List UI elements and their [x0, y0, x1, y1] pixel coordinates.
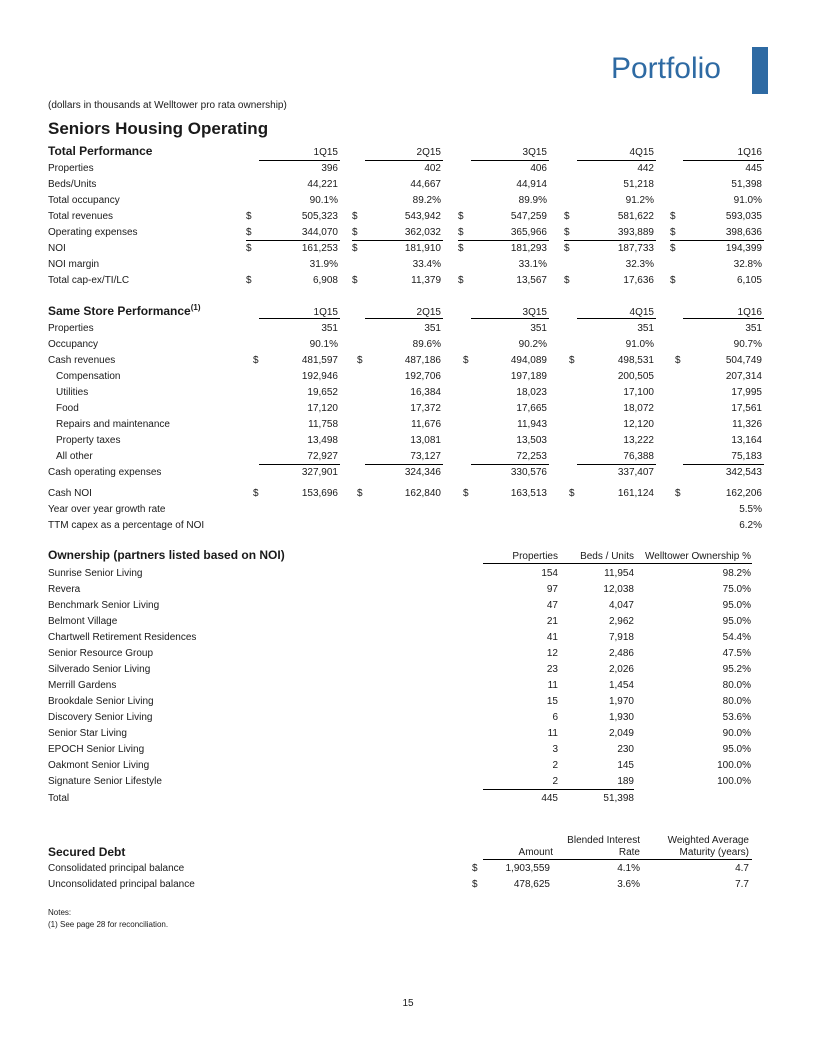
table-cell: 6.2% [739, 520, 762, 531]
total-rule [483, 789, 634, 790]
table-cell: 21 [546, 616, 558, 627]
period-header: 2Q15 [416, 307, 441, 318]
header-rule [259, 318, 340, 319]
partner-name: Oakmont Senior Living [48, 760, 150, 771]
currency-symbol: $ [569, 488, 575, 499]
header-rule [365, 318, 443, 319]
table-cell: 153,696 [301, 488, 338, 499]
table-cell: 6,908 [312, 275, 338, 286]
table-cell: 2 [552, 776, 558, 787]
row-label: Consolidated principal balance [48, 863, 185, 874]
table-cell: 91.2% [625, 195, 654, 206]
row-label: Property taxes [56, 435, 121, 446]
table-cell: 478,625 [513, 879, 550, 890]
table-cell: 504,749 [725, 355, 762, 366]
currency-symbol: $ [352, 243, 358, 254]
table-cell: 351 [530, 323, 547, 334]
table-cell: 17,372 [410, 403, 441, 414]
period-header: 2Q15 [416, 147, 441, 158]
table-cell: 17,995 [731, 387, 762, 398]
currency-symbol: $ [472, 863, 478, 874]
table-cell: 396 [321, 163, 338, 174]
currency-symbol: $ [569, 355, 575, 366]
table-cell: 90.0% [722, 728, 751, 739]
table-cell: 162,206 [725, 488, 762, 499]
table-cell: 4.1% [617, 863, 640, 874]
table-cell: 445 [541, 793, 558, 804]
row-label: Cash revenues [48, 355, 116, 366]
currency-symbol: $ [357, 488, 363, 499]
header-rule [683, 160, 764, 161]
partner-name: Revera [48, 584, 81, 595]
table-cell: 4,047 [608, 600, 634, 611]
table-cell: 44,667 [410, 179, 441, 190]
row-label: Beds/Units [48, 179, 97, 190]
column-header: Properties [512, 551, 558, 562]
table-cell: 7,918 [608, 632, 634, 643]
table-cell: 31.9% [309, 259, 338, 270]
table-cell: 89.6% [412, 339, 441, 350]
table-cell: 2,486 [608, 648, 634, 659]
same-store-title-text: Same Store Performance [48, 304, 191, 318]
header-rule [483, 563, 752, 564]
table-cell: 11,954 [604, 568, 634, 579]
row-label: Year over year growth rate [48, 504, 166, 515]
table-cell: 547,259 [510, 211, 547, 222]
currency-symbol: $ [564, 243, 570, 254]
table-cell: 230 [617, 744, 634, 755]
table-cell: 17,120 [307, 403, 338, 414]
table-cell: 47.5% [722, 648, 751, 659]
header-rule [259, 160, 340, 161]
table-cell: 51,218 [623, 179, 654, 190]
table-cell: 207,314 [725, 371, 762, 382]
partner-name: Discovery Senior Living [48, 712, 153, 723]
table-cell: 192,946 [301, 371, 338, 382]
table-cell: 161,124 [617, 488, 654, 499]
row-label: Total occupancy [48, 195, 120, 206]
currency-symbol: $ [463, 355, 469, 366]
currency-symbol: $ [246, 243, 252, 254]
table-cell: 543,942 [404, 211, 441, 222]
table-cell: 330,576 [510, 467, 547, 478]
table-cell: 11,676 [411, 419, 441, 430]
table-cell: 487,186 [404, 355, 441, 366]
currency-symbol: $ [253, 488, 259, 499]
table-cell: 200,505 [617, 371, 654, 382]
table-cell: 18,023 [516, 387, 547, 398]
notes-title: Notes: [48, 908, 72, 917]
table-cell: 13,503 [516, 435, 547, 446]
table-cell: 406 [530, 163, 547, 174]
table-cell: 351 [424, 323, 441, 334]
subtotal-rule [352, 240, 443, 241]
partner-name: Brookdale Senior Living [48, 696, 154, 707]
table-cell: 12,120 [623, 419, 654, 430]
currency-symbol: $ [246, 275, 252, 286]
partner-name: Chartwell Retirement Residences [48, 632, 197, 643]
page-title: Portfolio [610, 52, 721, 85]
table-cell: 13,222 [623, 435, 654, 446]
table-cell: 72,927 [307, 451, 338, 462]
table-cell: 11,326 [732, 419, 762, 430]
table-cell: 11,943 [517, 419, 547, 430]
currency-symbol: $ [564, 275, 570, 286]
table-cell: 4.7 [735, 863, 749, 874]
table-cell: 481,597 [301, 355, 338, 366]
table-cell: 80.0% [722, 696, 751, 707]
table-cell: 89.9% [518, 195, 547, 206]
table-cell: 75,183 [731, 451, 762, 462]
header-rule [683, 318, 764, 319]
partner-name: Signature Senior Lifestyle [48, 776, 162, 787]
table-cell: 44,914 [516, 179, 547, 190]
page-subtitle: (dollars in thousands at Welltower pro rata ownership) [48, 100, 287, 111]
table-cell: 13,081 [410, 435, 441, 446]
table-cell: 344,070 [301, 227, 338, 238]
partner-name: EPOCH Senior Living [48, 744, 145, 755]
table-cell: 1,454 [608, 680, 634, 691]
period-header: 1Q16 [737, 147, 762, 158]
table-cell: 181,293 [510, 243, 547, 254]
column-header: Rate [618, 847, 640, 858]
row-label: Occupancy [48, 339, 99, 350]
subtotal-rule [577, 464, 656, 465]
column-header: Welltower Ownership % [645, 551, 751, 562]
table-cell: 15 [546, 696, 558, 707]
table-cell: 19,652 [307, 387, 338, 398]
row-label: Operating expenses [48, 227, 138, 238]
currency-symbol: $ [472, 879, 478, 890]
page-number: 15 [402, 998, 414, 1009]
currency-symbol: $ [253, 355, 259, 366]
table-cell: 90.7% [733, 339, 762, 350]
table-cell: 398,636 [725, 227, 762, 238]
table-cell: 18,072 [623, 403, 654, 414]
currency-symbol: $ [670, 227, 676, 238]
table-cell: 90.1% [309, 339, 338, 350]
subtotal-rule [670, 240, 764, 241]
table-cell: 1,903,559 [505, 863, 550, 874]
table-cell: 161,253 [301, 243, 338, 254]
same-store-title [48, 303, 201, 318]
table-cell: 505,323 [301, 211, 338, 222]
table-cell: 44,221 [307, 179, 338, 190]
period-header: 1Q15 [313, 147, 338, 158]
table-cell: 498,531 [617, 355, 654, 366]
currency-symbol: $ [675, 488, 681, 499]
subtotal-rule [683, 464, 764, 465]
secured-debt-title: Secured Debt [48, 845, 126, 859]
currency-symbol: $ [564, 211, 570, 222]
table-cell: 95.0% [722, 616, 751, 627]
partner-name: Senior Star Living [48, 728, 127, 739]
table-cell: 54.4% [722, 632, 751, 643]
same-store-footnote-ref: (1) [190, 303, 201, 312]
table-cell: 13,498 [307, 435, 338, 446]
ownership-title: Ownership (partners listed based on NOI) [48, 548, 285, 562]
period-header: 3Q15 [522, 307, 547, 318]
table-cell: 33.4% [412, 259, 441, 270]
subtotal-rule [246, 240, 340, 241]
table-cell: 95.0% [722, 600, 751, 611]
subtotal-rule [259, 464, 340, 465]
column-header: Blended Interest [567, 835, 640, 846]
table-cell: 23 [546, 664, 558, 675]
table-cell: 2,026 [608, 664, 634, 675]
table-cell: 51,398 [731, 179, 762, 190]
column-header: Beds / Units [580, 551, 634, 562]
table-cell: 97 [546, 584, 558, 595]
table-cell: 89.2% [412, 195, 441, 206]
subtotal-rule [365, 464, 443, 465]
header-rule [471, 318, 549, 319]
table-cell: 17,561 [731, 403, 762, 414]
table-cell: 13,567 [516, 275, 547, 286]
table-cell: 362,032 [404, 227, 441, 238]
table-cell: 75.0% [722, 584, 751, 595]
row-label: TTM capex as a percentage of NOI [48, 520, 205, 531]
partner-name: Sunrise Senior Living [48, 568, 143, 579]
column-header: Maturity (years) [679, 847, 749, 858]
table-cell: 11 [547, 680, 558, 691]
table-cell: 2,962 [608, 616, 634, 627]
table-cell: 91.0% [733, 195, 762, 206]
table-cell: 351 [637, 323, 654, 334]
row-label: Cash NOI [48, 488, 92, 499]
table-cell: 100.0% [717, 776, 751, 787]
table-cell: 342,543 [725, 467, 762, 478]
subtotal-rule [564, 240, 656, 241]
row-label: NOI [48, 243, 66, 254]
period-header: 1Q16 [737, 307, 762, 318]
currency-symbol: $ [458, 211, 464, 222]
table-cell: 17,100 [623, 387, 654, 398]
total-performance-title: Total Performance [48, 144, 153, 158]
table-cell: 76,388 [623, 451, 654, 462]
table-cell: 7.7 [735, 879, 749, 890]
currency-symbol: $ [458, 243, 464, 254]
row-label: Total revenues [48, 211, 114, 222]
period-header: 3Q15 [522, 147, 547, 158]
table-cell: 154 [541, 568, 558, 579]
period-header: 4Q15 [629, 147, 654, 158]
table-cell: 80.0% [722, 680, 751, 691]
partner-name: Merrill Gardens [48, 680, 117, 691]
partner-name: Senior Resource Group [48, 648, 154, 659]
table-cell: 162,840 [404, 488, 441, 499]
table-cell: 33.1% [518, 259, 547, 270]
currency-symbol: $ [670, 211, 676, 222]
table-cell: 194,399 [725, 243, 762, 254]
currency-symbol: $ [246, 227, 252, 238]
note-item: (1) See page 28 for reconciliation. [48, 920, 169, 929]
table-cell: 53.6% [722, 712, 751, 723]
table-cell: 11,758 [308, 419, 338, 430]
column-header: Amount [518, 847, 553, 858]
table-cell: 327,901 [301, 467, 338, 478]
table-cell: 13,164 [731, 435, 762, 446]
table-cell: 581,622 [617, 211, 654, 222]
table-cell: 12 [546, 648, 558, 659]
subtotal-rule [471, 464, 549, 465]
row-label: NOI margin [48, 259, 100, 270]
period-header: 4Q15 [629, 307, 654, 318]
header-rule [471, 160, 549, 161]
table-cell: 402 [424, 163, 441, 174]
header-rule [483, 859, 752, 860]
header-rule [577, 160, 656, 161]
table-cell: 145 [617, 760, 634, 771]
table-cell: 95.2% [722, 664, 751, 675]
table-cell: 393,889 [617, 227, 654, 238]
table-cell: 72,253 [516, 451, 547, 462]
partner-name: Benchmark Senior Living [48, 600, 160, 611]
table-cell: 445 [745, 163, 762, 174]
table-cell: 6,105 [736, 275, 762, 286]
currency-symbol: $ [357, 355, 363, 366]
total-label: Total [48, 793, 70, 804]
table-cell: 47 [546, 600, 558, 611]
subtotal-rule [458, 240, 549, 241]
table-cell: 189 [617, 776, 634, 787]
row-label: Properties [48, 163, 94, 174]
currency-symbol: $ [675, 355, 681, 366]
table-cell: 12,038 [603, 584, 634, 595]
row-label: Unconsolidated principal balance [48, 879, 195, 890]
table-cell: 73,127 [410, 451, 441, 462]
table-cell: 494,089 [510, 355, 547, 366]
table-cell: 351 [745, 323, 762, 334]
table-cell: 187,733 [617, 243, 654, 254]
row-label: Repairs and maintenance [56, 419, 170, 430]
table-cell: 337,407 [617, 467, 654, 478]
header-rule [577, 318, 656, 319]
row-label: Cash operating expenses [48, 467, 162, 478]
table-cell: 6 [552, 712, 558, 723]
row-label: Properties [48, 323, 94, 334]
currency-symbol: $ [458, 227, 464, 238]
partner-name: Belmont Village [48, 616, 118, 627]
table-cell: 95.0% [722, 744, 751, 755]
table-cell: 197,189 [510, 371, 547, 382]
table-cell: 90.1% [309, 195, 338, 206]
currency-symbol: $ [670, 275, 676, 286]
currency-symbol: $ [246, 211, 252, 222]
table-cell: 3.6% [617, 879, 640, 890]
currency-symbol: $ [352, 275, 358, 286]
table-cell: 181,910 [404, 243, 441, 254]
table-cell: 593,035 [725, 211, 762, 222]
table-cell: 100.0% [717, 760, 751, 771]
table-cell: 16,384 [410, 387, 441, 398]
row-label: All other [56, 451, 93, 462]
currency-symbol: $ [458, 275, 464, 286]
table-cell: 11,379 [411, 275, 441, 286]
row-label: Food [56, 403, 79, 414]
table-cell: 1,930 [608, 712, 634, 723]
table-cell: 2,049 [608, 728, 634, 739]
table-cell: 5.5% [739, 504, 762, 515]
title-accent-bar [752, 47, 768, 94]
currency-symbol: $ [564, 227, 570, 238]
table-cell: 11 [547, 728, 558, 739]
table-cell: 41 [546, 632, 558, 643]
period-header: 1Q15 [313, 307, 338, 318]
table-cell: 3 [552, 744, 558, 755]
table-cell: 442 [637, 163, 654, 174]
table-cell: 98.2% [722, 568, 751, 579]
table-cell: 163,513 [510, 488, 547, 499]
table-cell: 90.2% [518, 339, 547, 350]
table-cell: 351 [321, 323, 338, 334]
table-cell: 324,346 [404, 467, 441, 478]
currency-symbol: $ [352, 227, 358, 238]
table-cell: 17,665 [516, 403, 547, 414]
column-header: Weighted Average [667, 835, 749, 846]
currency-symbol: $ [352, 211, 358, 222]
table-cell: 32.8% [733, 259, 762, 270]
currency-symbol: $ [670, 243, 676, 254]
row-label: Compensation [56, 371, 121, 382]
section-title: Seniors Housing Operating [48, 119, 269, 138]
header-rule [365, 160, 443, 161]
table-cell: 91.0% [625, 339, 654, 350]
currency-symbol: $ [463, 488, 469, 499]
row-label: Utilities [56, 387, 89, 398]
table-cell: 192,706 [404, 371, 441, 382]
table-cell: 17,636 [623, 275, 654, 286]
table-cell: 1,970 [608, 696, 634, 707]
table-cell: 32.3% [625, 259, 654, 270]
row-label: Total cap-ex/TI/LC [48, 275, 130, 286]
table-cell: 365,966 [510, 227, 547, 238]
table-cell: 51,398 [603, 793, 634, 804]
partner-name: Silverado Senior Living [48, 664, 151, 675]
table-cell: 2 [552, 760, 558, 771]
